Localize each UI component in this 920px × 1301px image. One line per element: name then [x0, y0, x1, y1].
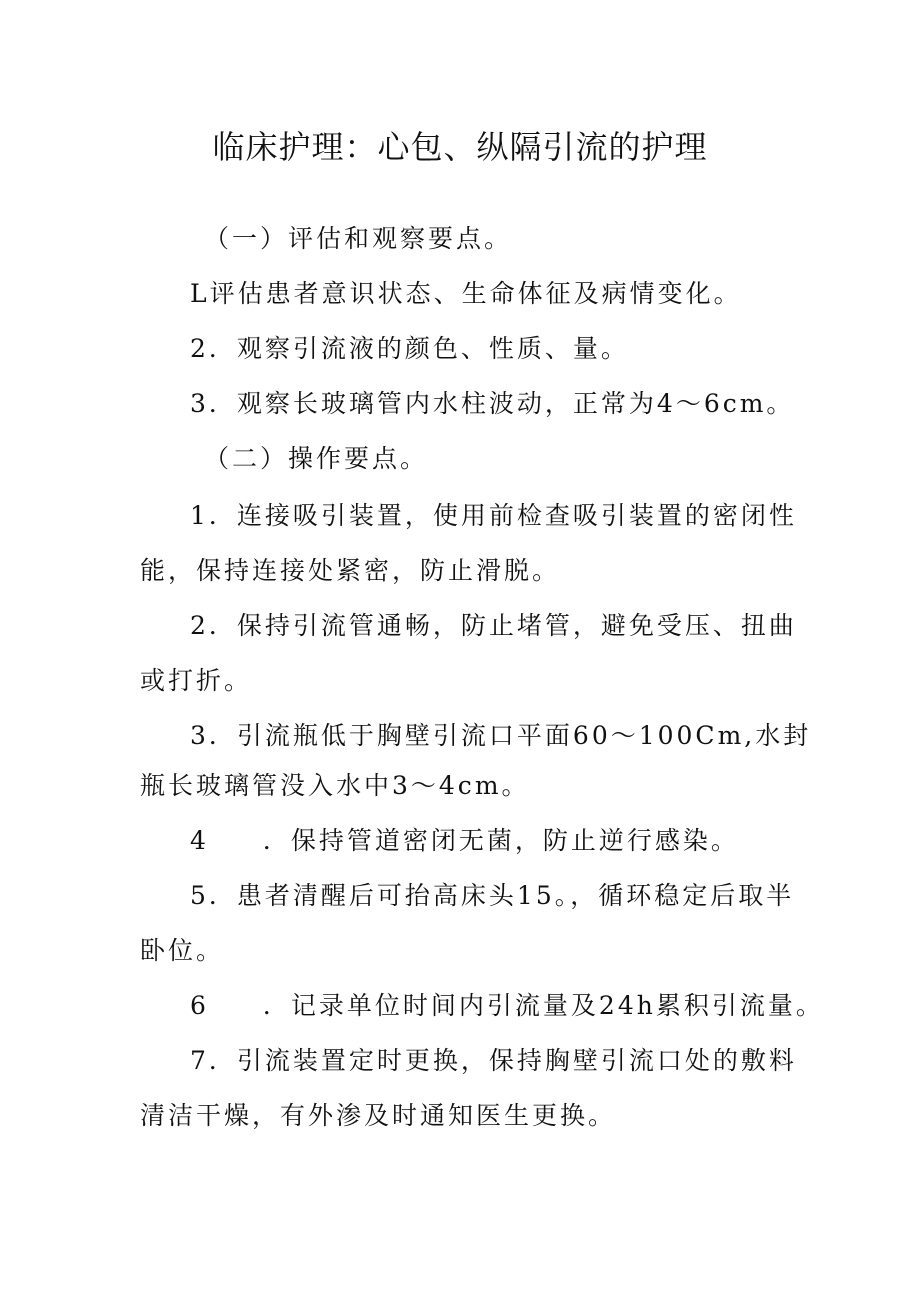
- paragraph-line: 5．患者清醒后可抬高床头15。，循环稳定后取半: [190, 881, 795, 910]
- paragraph-line: 清洁干燥，有外渗及时通知医生更换。: [140, 1101, 617, 1130]
- paragraph-line: [190, 823, 739, 859]
- paragraph-line: 2．观察引流液的颜色、性质、量。: [190, 334, 629, 363]
- paragraph-line: 能，保持连接处紧密，防止滑脱。: [140, 556, 561, 585]
- paragraph-line: 2．保持引流管通畅，防止堵管，避免受压、扭曲: [190, 611, 797, 640]
- section-heading-assessment: （一）评估和观察要点。: [204, 224, 513, 253]
- item-number: 6: [190, 991, 209, 1020]
- document-title: 临床护理：心包、纵隔引流的护理: [212, 128, 708, 166]
- paragraph-line: 或打折。: [140, 666, 253, 695]
- paragraph-line: 3．引流瓶低于胸壁引流口平面60～100Cm,水封: [190, 721, 812, 750]
- item-number: 4: [190, 826, 209, 855]
- paragraph-line: 卧位。: [140, 936, 225, 965]
- section-heading-operation: （二）操作要点。: [204, 444, 429, 473]
- paragraph-line: 1．连接吸引装置，使用前检查吸引装置的密闭性: [190, 501, 797, 530]
- paragraph-line: 7．引流装置定时更换，保持胸壁引流口处的敷料: [190, 1046, 797, 1075]
- item-text: ．记录单位时间内引流量及24h累积引流量。: [262, 991, 824, 1020]
- item-text: ．保持管道密闭无菌，防止逆行感染。: [262, 826, 739, 855]
- paragraph-line: 3．观察长玻璃管内水柱波动，正常为4～6cm。: [190, 389, 795, 418]
- paragraph-line: 瓶长玻璃管没入水中3～4cm。: [140, 771, 530, 800]
- paragraph-line: L评估患者意识状态、生命体征及病情变化。: [190, 279, 742, 308]
- paragraph-line: [190, 988, 824, 1024]
